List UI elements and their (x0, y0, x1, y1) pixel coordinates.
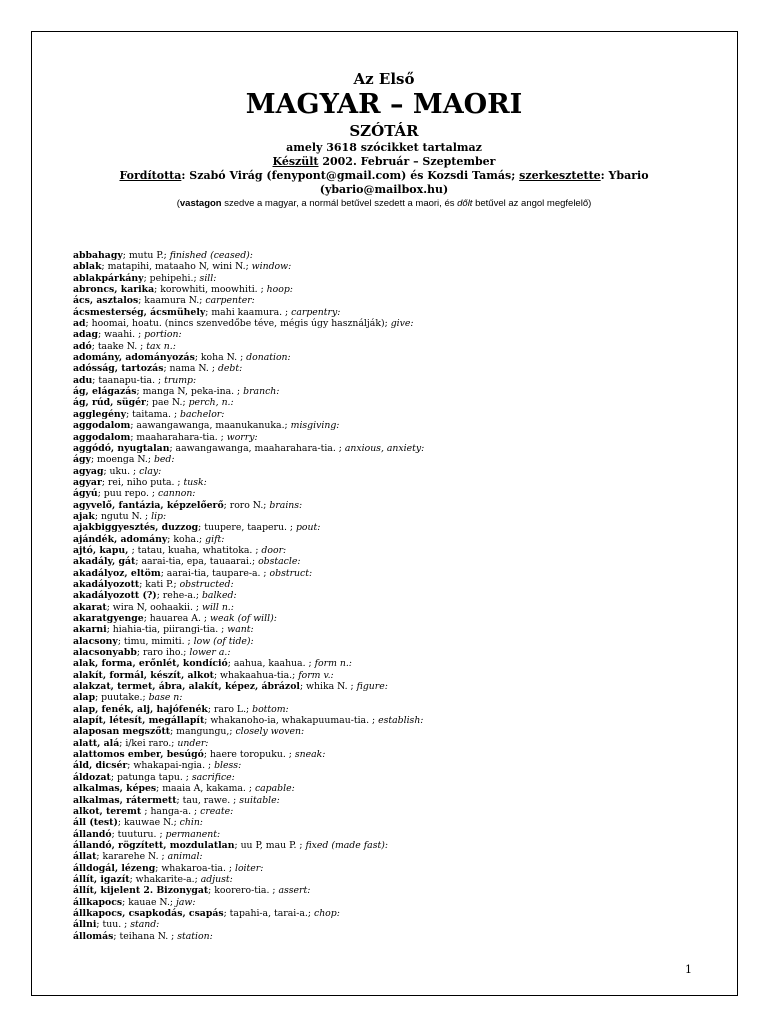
entry-english: permanent: (165, 828, 221, 840)
entry-english: finished (ceased): (169, 250, 253, 261)
dictionary-entry (73, 704, 723, 715)
entry-headword: alacsony (73, 635, 118, 647)
entry-maori: ; waahi. ; (98, 329, 145, 341)
title-line-1: Az Első (353, 70, 415, 88)
entry-english: misgiving: (290, 420, 340, 432)
dictionary-entry (73, 420, 723, 431)
entry-maori: ; puu repo. ; (97, 488, 158, 500)
entry-english: bless: (214, 760, 242, 772)
dictionary-entry (73, 363, 723, 374)
dictionary-entry (73, 284, 723, 295)
editor-value: : Ybario (600, 169, 649, 182)
entry-maori: ; puutake.; (95, 692, 149, 704)
entry-maori: ; hauarea A. ; (143, 613, 211, 624)
dictionary-entry (73, 613, 723, 624)
dictionary-entry (73, 863, 723, 874)
dictionary-entry (73, 556, 723, 567)
dictionary-entry (73, 885, 723, 896)
entry-english: under: (177, 737, 209, 749)
entry-maori: ; raro iho.; (136, 647, 190, 659)
entry-english: worry: (226, 431, 258, 443)
entry-headword: alkot, teremt (73, 805, 145, 817)
entry-english: low (of tide): (193, 635, 254, 647)
entry-maori: ; taake N. ; (91, 340, 147, 352)
entry-english: door: (261, 544, 287, 556)
entry-english: jaw: (176, 896, 196, 908)
entry-maori: ; kauwae N.; (117, 817, 180, 829)
entry-maori: ; patunga tapu. ; (110, 771, 192, 783)
entry-maori: ; rei, niho puta. ; (101, 476, 184, 488)
entry-english: clay: (139, 465, 162, 477)
dictionary-entry (73, 409, 723, 420)
dictionary-entry (73, 806, 723, 817)
entry-maori: ; tapahi-a, tarai-a.; (223, 907, 314, 919)
entry-english: adjust: (200, 873, 233, 885)
entry-english: capable: (254, 783, 295, 795)
entry-headword: akaratgyenge (73, 613, 144, 624)
entry-headword: ácsmesterség, ácsmühely (73, 306, 206, 318)
entry-headword: adósság, tartozás (73, 363, 164, 375)
email-line: (ybario@mailbox.hu) (319, 183, 449, 196)
dictionary-entry (73, 829, 723, 840)
entry-headword: abbahagy (73, 250, 123, 261)
dictionary-entry (73, 250, 723, 261)
entry-headword: alaposan megszőtt (73, 726, 171, 738)
dictionary-entries (73, 250, 723, 942)
entry-headword: akarat (73, 601, 107, 613)
entry-english: want: (227, 624, 254, 636)
entry-maori: ; korowhiti, moowhiti. ; (154, 284, 267, 296)
entry-english: suitable: (239, 794, 280, 806)
entry-english: anxious, anxiety: (344, 442, 425, 454)
legend-bold: vastagon (179, 198, 222, 209)
entry-english: window: (251, 261, 292, 273)
entry-maori: ; taitama. ; (126, 408, 181, 420)
dictionary-entry (73, 726, 723, 737)
dictionary-entry (73, 352, 723, 363)
entry-maori: ; maaia A, kakama. ; (156, 783, 255, 795)
entry-headword: adó (73, 340, 92, 352)
dictionary-entry (73, 273, 723, 284)
dictionary-entry (73, 341, 723, 352)
entry-headword: állni (73, 919, 97, 931)
entry-headword: adu (73, 374, 93, 386)
entry-english: give: (390, 318, 414, 330)
entry-english: portion: (144, 329, 182, 341)
entry-maori: ; hiahia-tia, piirangi-tia. ; (106, 624, 228, 636)
dictionary-entry (73, 534, 723, 545)
entry-english: sacrifice: (191, 771, 235, 783)
entry-english: create: (200, 805, 234, 817)
entry-headword: ajándék, adomány (73, 533, 168, 545)
entry-english: lower a.: (189, 647, 231, 659)
dictionary-entry (73, 329, 723, 340)
entry-headword: ág, elágazás (73, 386, 137, 398)
entry-maori: ; haere toropuku. ; (203, 749, 295, 761)
dictionary-entry (73, 738, 723, 749)
entry-maori: ; tatau, kuaha, whatitoka. ; (131, 544, 262, 556)
entry-english: balked: (201, 590, 237, 602)
entry-headword: alkalmas, képes (73, 783, 157, 795)
entry-english: chin: (179, 817, 203, 829)
editor-label: szerkesztette (519, 169, 601, 182)
dictionary-entry (73, 511, 723, 522)
entry-english: branch: (243, 386, 280, 398)
entry-maori: ; kaamura N.; (138, 295, 206, 307)
entry-headword: akadályozott (73, 578, 140, 590)
dictionary-entry (73, 783, 723, 794)
dictionary-entry (73, 568, 723, 579)
entry-maori: ; aawangawanga, maaharahara-tia. ; (169, 442, 345, 454)
entry-headword: ajak (73, 510, 95, 522)
entry-english: form n.: (314, 658, 352, 670)
entry-headword: ajakbiggyesztés, duzzog (73, 522, 199, 534)
entry-english: gift: (205, 533, 225, 545)
dictionary-entry (73, 454, 723, 465)
legend-note: (vastagon szedve a magyar, a normál betűvel szedett a maori, és dőlt betűvel az angol megfelelő) (176, 198, 592, 209)
dictionary-entry (73, 261, 723, 272)
entry-maori: ; teihana N. ; (113, 930, 178, 942)
dictionary-entry (73, 908, 723, 919)
entry-maori: ; koha.; (167, 533, 206, 545)
entry-english: hoop: (266, 284, 293, 296)
entry-maori: ; timu, mimiti. ; (117, 635, 194, 647)
dictionary-entry (73, 590, 723, 601)
entry-maori: ; whakapai-ngia. ; (127, 760, 215, 772)
entry-maori: ; whakarite-a.; (129, 873, 201, 885)
entry-english: obstacle: (258, 556, 301, 568)
entry-maori: ; wira N, oohaakii. ; (106, 601, 202, 613)
entry-maori: ; manga N, peka-ina. ; (136, 386, 244, 398)
translator-value: : Szabó Virág (fenypont@gmail.com) és Kozsdi Tamás; (181, 169, 520, 182)
page-subtitle: SZÓTÁR (349, 122, 419, 140)
entry-headword: aggódó, nyugtalan (73, 442, 170, 454)
entry-headword: adag (73, 329, 99, 341)
entry-english: obstructed: (179, 578, 234, 590)
entry-english: debt: (217, 363, 243, 375)
dictionary-entry (73, 658, 723, 669)
entry-english: tusk: (183, 476, 207, 488)
entry-headword: abroncs, karika (73, 284, 155, 296)
entry-maori: ; taanapu-tia. ; (92, 374, 165, 386)
entry-headword: alakít, formál, készít, alkot (73, 669, 214, 681)
entry-headword: agyar (73, 476, 102, 488)
entry-headword: agyvelő, fantázia, képzelőerő (73, 499, 224, 511)
entry-maori: ; mangungu,; (170, 726, 236, 738)
entry-headword: állat (73, 851, 97, 863)
entry-headword: állandó, rögzített, mozdulatlan (73, 839, 235, 851)
entry-headword: állít, igazít (73, 873, 130, 885)
entry-english: loiter: (234, 862, 264, 874)
entry-english: bachelor: (180, 408, 225, 420)
credits-line (0, 169, 768, 183)
entry-maori: ; roro N.; (223, 499, 270, 511)
entry-headword: alapít, létesít, megállapít (73, 715, 205, 727)
dictionary-entry (73, 318, 723, 329)
entry-headword: akadály, gát (73, 556, 136, 568)
entry-english: chop: (313, 907, 340, 919)
dictionary-entry (73, 919, 723, 930)
entry-headword: állandó (73, 828, 112, 840)
dictionary-entry (73, 647, 723, 658)
dictionary-entry (73, 579, 723, 590)
entry-english: weak (of will): (210, 613, 277, 624)
entry-english: will n.: (201, 601, 234, 613)
entry-maori: ; ngutu N. ; (94, 510, 152, 522)
dictionary-entry (73, 874, 723, 885)
legend-italic: dőlt (457, 198, 473, 209)
dictionary-entry (73, 840, 723, 851)
entry-maori: ; maaharahara-tia. ; (130, 431, 227, 443)
dictionary-entry (73, 636, 723, 647)
entry-headword: áld, dicsér (73, 760, 128, 772)
entry-headword: állkapocs (73, 896, 123, 908)
entry-headword: áldozat (73, 771, 111, 783)
entry-maori: ; i/kei raro.; (119, 737, 178, 749)
title-block (0, 70, 768, 210)
dictionary-entry (73, 624, 723, 635)
entry-headword: alap (73, 692, 96, 704)
entry-maori: ; uku. ; (103, 465, 140, 477)
entry-maori: ; hanga-a. ; (144, 805, 201, 817)
entry-maori: ; whakanoho-ia, whakapuumau-tia. ; (204, 715, 379, 727)
entry-headword: alap, fenék, alj, hajófenék (73, 703, 208, 715)
entry-headword: agyag (73, 465, 104, 477)
entry-headword: agglegény (73, 408, 127, 420)
entry-headword: alatt, alá (73, 737, 120, 749)
dictionary-entry (73, 466, 723, 477)
dictionary-entry (73, 432, 723, 443)
dictionary-entry (73, 681, 723, 692)
entry-headword: ablakpárkány (73, 272, 144, 284)
entry-headword: ajtó, kapu, (73, 544, 132, 556)
entry-english: establish: (378, 715, 424, 727)
translator-label: Fordította (119, 169, 182, 182)
entry-maori: ; kati P.; (139, 578, 180, 590)
entry-headword: ágyú (73, 488, 98, 500)
dictionary-entry (73, 851, 723, 862)
entry-headword: állomás (73, 930, 114, 942)
entry-headword: adomány, adományozás (73, 352, 195, 364)
entry-english: fixed (made fast): (305, 839, 388, 851)
dictionary-entry (73, 477, 723, 488)
entry-headword: akadályozott (?) (73, 590, 157, 602)
entry-maori: ; raro L.; (207, 703, 253, 715)
entry-maori: ; whakaroa-tia. ; (155, 862, 235, 874)
entry-headword: aggodalom (73, 431, 131, 443)
entry-headword: akarni (73, 624, 107, 636)
entry-english: animal: (167, 851, 203, 863)
page-title: MAGYAR – MAORI (245, 89, 523, 120)
entry-headword: áll (test) (73, 817, 118, 829)
dictionary-entry (73, 488, 723, 499)
entry-maori: ; aawangawanga, maanukanuka.; (130, 420, 291, 432)
entry-headword: ág, rúd, sügér (73, 397, 146, 409)
entry-english: station: (177, 930, 213, 942)
dictionary-entry (73, 500, 723, 511)
entry-maori: ; whika N. ; (299, 681, 357, 693)
entry-maori: ; koorero-tia. ; (208, 885, 279, 897)
made-value: 2002. Február – Szeptember (318, 155, 496, 168)
entry-maori: ; tuuturu. ; (111, 828, 166, 840)
dictionary-entry (73, 931, 723, 942)
entry-english: trump: (164, 374, 197, 386)
entry-english: bed: (153, 454, 175, 466)
dictionary-entry (73, 307, 723, 318)
entry-english: sill: (199, 272, 217, 284)
entry-maori: ; mahi kaamura. ; (205, 306, 292, 318)
dictionary-entry (73, 795, 723, 806)
entry-headword: ács, asztalos (73, 295, 139, 307)
dictionary-entry (73, 692, 723, 703)
entry-english: brains: (269, 499, 303, 511)
entry-headword: állkapocs, csapkodás, csapás (73, 907, 224, 919)
page-number: 1 (685, 963, 692, 976)
entry-maori: ; uu P, mau P. ; (234, 839, 306, 851)
entry-maori: ; tuu. ; (96, 919, 131, 931)
entry-headword: álldogál, lézeng (73, 862, 156, 874)
entry-english: pout: (295, 522, 321, 534)
entry-maori: ; moenga N.; (90, 454, 154, 466)
entry-english: obstruct: (269, 567, 313, 579)
dictionary-entry (73, 602, 723, 613)
entry-english: cannon: (158, 488, 196, 500)
entry-maori: ; tau, rawe. ; (176, 794, 240, 806)
dictionary-entry (73, 386, 723, 397)
entry-headword: akadályoz, eltöm (73, 567, 161, 579)
entry-maori: ; koha N. ; (194, 352, 247, 364)
dictionary-entry (73, 817, 723, 828)
dictionary-entry (73, 760, 723, 771)
entry-english: bottom: (252, 703, 289, 715)
made-label: Készült (272, 155, 319, 168)
dictionary-entry (73, 375, 723, 386)
entry-maori: ; whakaahua-tia.; (213, 669, 299, 681)
entry-headword: alakzat, termet, ábra, alakít, képez, ábrázol (73, 681, 300, 693)
entry-maori: ; pehipehi.; (143, 272, 200, 284)
dictionary-entry (73, 522, 723, 533)
entry-english: form v.: (298, 669, 334, 681)
made-line (0, 155, 768, 169)
entry-headword: alak, forma, erőnlét, kondíció (73, 658, 228, 670)
dictionary-entry (73, 715, 723, 726)
dictionary-entry (73, 749, 723, 760)
entry-english: carpentry: (291, 306, 341, 318)
dictionary-entry (73, 772, 723, 783)
entry-english: perch, n.: (188, 397, 234, 409)
entry-maori: ; rehe-a.; (156, 590, 202, 602)
dictionary-entry (73, 897, 723, 908)
entry-english: tax n.: (146, 340, 176, 352)
entry-english: closely woven: (235, 726, 305, 738)
entry-english: stand: (130, 919, 160, 931)
entry-english: figure: (356, 681, 388, 693)
entry-headword: alkalmas, rátermett (73, 794, 177, 806)
entry-english: carpenter: (205, 295, 255, 307)
entry-english: assert: (278, 885, 311, 897)
entry-maori: ; hoomai, hoatu. (nincs szenvedőbe téve, mégis úgy használják); (85, 318, 391, 330)
entry-count-line: amely 3618 szócikket tartalmaz (286, 141, 482, 154)
dictionary-entry (73, 295, 723, 306)
entry-maori: ; aarai-tia, epa, tauaarai.; (135, 556, 259, 568)
entry-headword: ad (73, 318, 86, 330)
entry-maori: ; kauae N.; (122, 896, 176, 908)
entry-maori: ; matapihi, mataaho N, wini N.; (101, 261, 252, 273)
entry-maori: ; mutu P.; (122, 250, 170, 261)
entry-maori: ; aahua, kaahua. ; (227, 658, 315, 670)
entry-english: lip: (151, 510, 167, 522)
entry-maori: ; nama N. ; (163, 363, 218, 375)
entry-headword: ágy (73, 454, 91, 466)
entry-maori: ; pae N.; (145, 397, 189, 409)
entry-english: base n: (148, 692, 183, 704)
dictionary-entry (73, 443, 723, 454)
dictionary-entry (73, 397, 723, 408)
entry-headword: ablak (73, 261, 102, 273)
entry-headword: állít, kijelent 2. Bizonygat (73, 885, 209, 897)
entry-maori: ; tuupere, taaperu. ; (198, 522, 296, 534)
dictionary-entry (73, 545, 723, 556)
dictionary-entry (73, 670, 723, 681)
entry-english: sneak: (294, 749, 326, 761)
entry-maori: ; aarai-tia, taupare-a. ; (160, 567, 270, 579)
entry-headword: aggodalom (73, 420, 131, 432)
entry-english: donation: (246, 352, 291, 364)
entry-headword: alacsonyabb (73, 647, 137, 659)
entry-headword: alattomos ember, besúgó (73, 749, 204, 761)
entry-maori: ; kararehe N. ; (96, 851, 168, 863)
